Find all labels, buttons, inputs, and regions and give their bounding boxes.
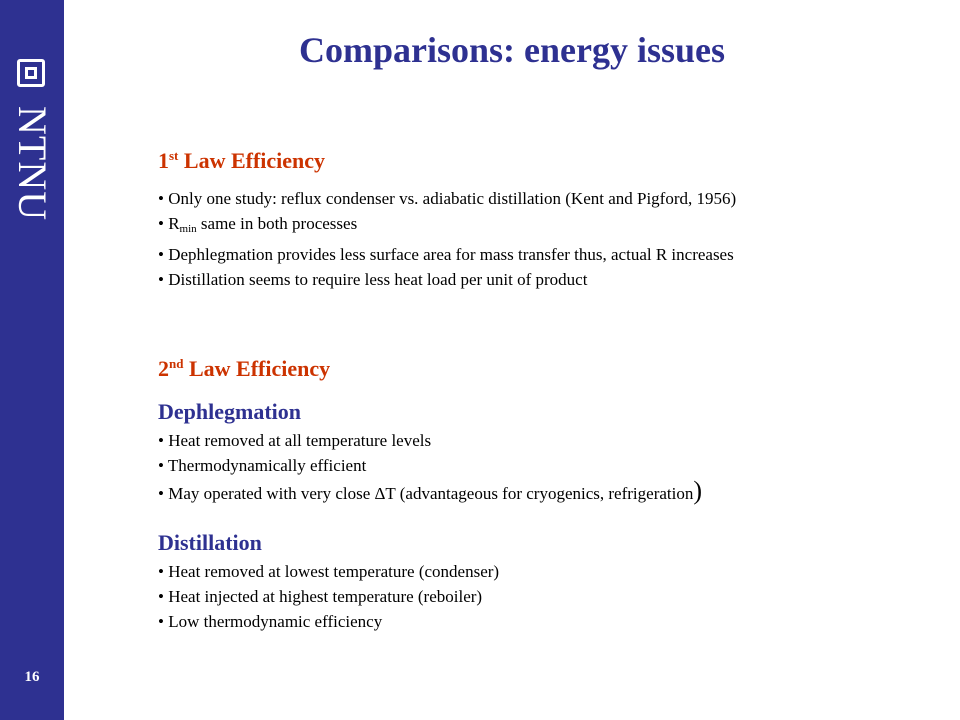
second-law-heading bbox=[158, 351, 330, 382]
list-item-text: Distillation seems to require less heat load per unit of product bbox=[168, 270, 588, 289]
distillation-heading: Distillation bbox=[158, 530, 262, 555]
second-law-heading-num: 2 bbox=[158, 356, 169, 381]
sidebar-logo-text: NTNU bbox=[10, 106, 55, 222]
page-number: 16 bbox=[24, 669, 40, 685]
first-law-heading-sup: st bbox=[169, 148, 179, 163]
second-law-heading-text: Law Efficiency bbox=[183, 356, 331, 381]
list-item-subscript: min bbox=[179, 223, 197, 235]
ntnu-logo-icon bbox=[17, 59, 45, 87]
dephlegmation-bullet-list bbox=[158, 428, 702, 506]
list-item bbox=[158, 609, 499, 634]
page-title: Comparisons: energy issues bbox=[298, 30, 725, 70]
list-item-text: R bbox=[168, 214, 180, 233]
list-item bbox=[158, 559, 499, 584]
list-item bbox=[158, 476, 703, 506]
list-item bbox=[158, 428, 702, 453]
list-item-text: same in both processes bbox=[196, 214, 358, 233]
first-law-bullet-list bbox=[158, 186, 736, 292]
first-law-heading bbox=[158, 143, 325, 174]
list-item-text: Only one study: reflux condenser vs. adiabatic distillation (Kent and Pigford, 1956) bbox=[168, 189, 737, 208]
list-item-text: Thermodynamically efficient bbox=[167, 456, 367, 475]
list-item bbox=[158, 242, 736, 267]
sidebar bbox=[0, 0, 64, 720]
list-item-text: Dephlegmation provides less surface area for mass transfer thus, actual R increases bbox=[168, 245, 734, 264]
list-item-text: Heat injected at highest temperature (reboiler) bbox=[168, 587, 483, 606]
first-law-heading-text: Law Efficiency bbox=[178, 148, 326, 173]
list-item bbox=[158, 453, 702, 478]
list-item-text: Low thermodynamic efficiency bbox=[168, 612, 383, 631]
second-law-heading-sup: nd bbox=[169, 356, 184, 371]
list-item-text: May operated with very close ΔT (advantageous for cryogenics, refrigeration bbox=[168, 484, 694, 503]
list-item-paren: ) bbox=[693, 476, 703, 505]
dephlegmation-heading: Dephlegmation bbox=[158, 399, 301, 424]
list-item bbox=[158, 186, 736, 211]
list-item bbox=[158, 267, 736, 292]
distillation-bullet-list bbox=[158, 559, 499, 634]
first-law-heading-num: 1 bbox=[158, 148, 169, 173]
list-item bbox=[158, 211, 736, 242]
list-item bbox=[158, 584, 499, 609]
list-item-text: Heat removed at all temperature levels bbox=[168, 431, 432, 450]
list-item-text: Heat removed at lowest temperature (condenser) bbox=[168, 562, 500, 581]
